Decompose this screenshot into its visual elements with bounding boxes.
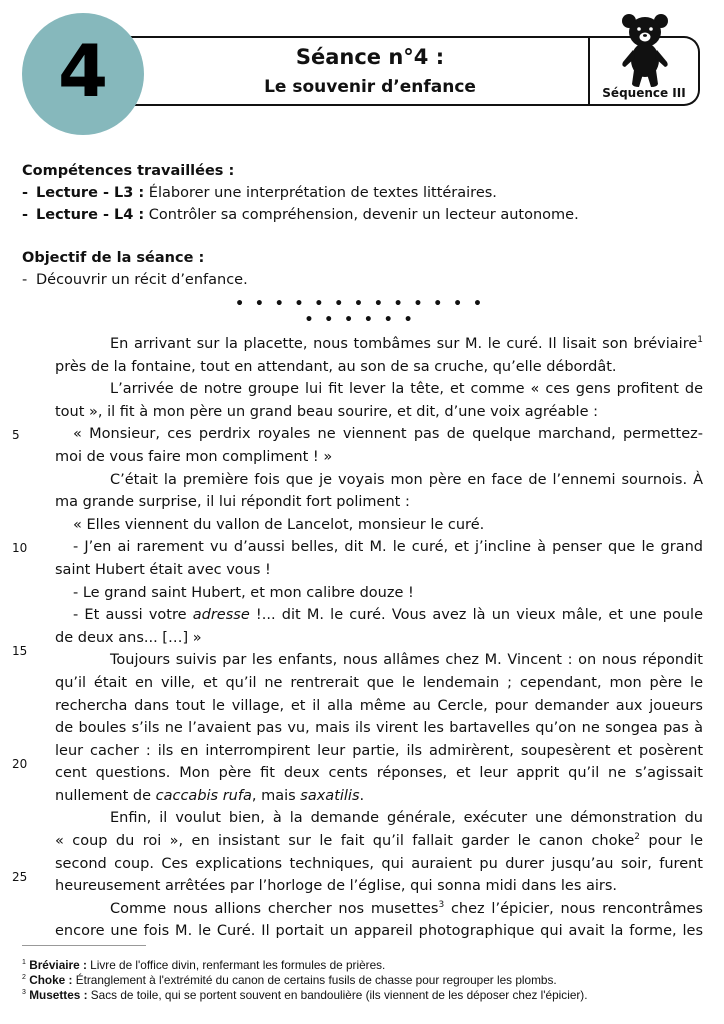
- page-title: Séance n°4 :: [295, 45, 445, 69]
- text-line: saint Hubert était avec vous !: [55, 561, 271, 578]
- text-line: cent questions. Mon père fit deux cents réponses, et leur apprit qu’il ne s’agissait: [55, 765, 703, 782]
- teddy-bear-icon: [619, 12, 671, 88]
- page-subtitle: Le souvenir d’enfance: [264, 77, 476, 97]
- session-number: 4: [57, 29, 109, 113]
- line-number: 25: [12, 870, 28, 884]
- text-line: second coup. Ces explications techniques, qui auraient pu durer jusqu’au soir, furent: [55, 855, 703, 872]
- competence-text: Contrôler sa compréhension, devenir un lecteur autonome.: [144, 207, 579, 223]
- text-line: Toujours suivis par les enfants, nous allâmes chez M. Vincent : on nous répondit: [110, 652, 703, 669]
- text-line: - J’en ai rarement vu d’aussi belles, dit M. le curé, et j’incline à penser que le grand: [73, 539, 703, 556]
- footnote-rule: [22, 945, 146, 946]
- text-line: encore une fois M. le Curé. Il portait un appareil photographique qui avait la forme, les: [55, 923, 703, 940]
- text-line: moi de vous faire mon compliment ! »: [55, 448, 333, 465]
- line-number: 5: [12, 428, 20, 442]
- line-number: 15: [12, 644, 28, 658]
- text-line: rechercha dans tout le village, et il alla même au Cercle, pour demander aux joueurs: [55, 697, 703, 714]
- footnote: $^3$ Musettes : Sacs de toile, qui se portent souvent en bandoulière (ils viennent de les déposer chez l'épicier).: [22, 988, 588, 1002]
- text-line: qu’il était en ville, et qu’il ne rentrerait que le lendemain ; cependant, mon père le: [55, 674, 703, 691]
- footnote: $^1$ Bréviaire : Livre de l'office divin, renfermant les formules de prières.: [22, 958, 386, 972]
- text-line: leur cacher : ils en interrompirent leur partie, ils admirèrent, soupesèrent et posèrent: [55, 742, 703, 759]
- objectif-section: [22, 247, 248, 291]
- text-line: C’était la première fois que je voyais mon père en face de l’ennemi sournois. À: [110, 471, 703, 488]
- separator-dots: • • • • • • • • • • • • • • • • • • •: [235, 296, 485, 328]
- text-line: tout », il fit à mon père un grand beau sourire, et dit, d’une voix agréable :: [55, 403, 598, 420]
- text-line: ma grande surprise, il lui répondit fort poliment :: [55, 494, 410, 511]
- competences-heading: Compétences travaillées :: [22, 163, 235, 179]
- text-line: « Elles viennent du vallon de Lancelot, monsieur le curé.: [73, 516, 485, 533]
- text-line: heureusement arrêtées par l’horloge de l’église, qui sonna midi dans les airs.: [55, 878, 618, 895]
- line-number: 20: [12, 757, 28, 771]
- sequence-label: Séquence III: [602, 86, 686, 100]
- competence-item: - Lecture - L3 : Élaborer une interprétation de textes littéraires.: [22, 185, 497, 201]
- session-number-badge: [22, 13, 144, 135]
- competence-label: Lecture - L4 :: [36, 207, 145, 223]
- footnote-ref: 2: [634, 832, 641, 843]
- text-line: de boules s’ils ne l’avaient pas vu, mais ils virent les bartavelles qu’on ne songea pas à: [55, 720, 703, 737]
- objectif-heading: Objectif de la séance :: [22, 250, 205, 266]
- line-number: 10: [12, 541, 28, 555]
- footnotes: [22, 958, 588, 1003]
- text-line: près de la fontaine, tout en attendant, au son de sa cruche, qu’elle débordât.: [55, 358, 617, 375]
- text-line: « coup du roi », en insistant sur le fait qu’il fallait garder le canon choke$^2$ pour le: [55, 832, 703, 850]
- text-line: - Le grand saint Hubert, et mon calibre douze !: [73, 584, 414, 601]
- text-line: En arrivant sur la placette, nous tombâmes sur M. le curé. Il lisait son bréviaire$^1$: [110, 335, 703, 352]
- text-line: nullement de caccabis rufa, mais saxatilis.: [55, 787, 365, 804]
- text-line: Comme nous allions chercher nos musettes$^3$ chez l’épicier, nous rencontrâmes: [110, 900, 703, 917]
- footnote-ref: 1: [697, 335, 703, 346]
- competence-text: Élaborer une interprétation de textes littéraires.: [144, 185, 497, 201]
- competence-label: Lecture - L3 :: [36, 185, 145, 201]
- competences-section: [22, 160, 579, 226]
- competence-item: - Lecture - L4 : Contrôler sa compréhension, devenir un lecteur autonome.: [22, 207, 579, 223]
- text-line: de deux ans... […] »: [55, 629, 202, 646]
- text-line: L’arrivée de notre groupe lui fit lever la tête, et comme « ces gens profitent de: [110, 381, 703, 398]
- text-line: - Et aussi votre adresse !... dit M. le curé. Vous avez là un vieux mâle, et une poule: [73, 607, 703, 624]
- footnote: $^2$ Choke : Étranglement à l'extrémité du canon de certains fusils de chasse pour regrouper les plombs.: [22, 973, 557, 987]
- story-text: [55, 333, 703, 943]
- text-line: « Monsieur, ces perdrix royales ne viennent pas de quelque marchand, permettez-: [73, 426, 703, 443]
- footnote-ref: 3: [438, 900, 445, 911]
- objectif-text: Découvrir un récit d’enfance.: [36, 272, 248, 288]
- objectif-item: - Découvrir un récit d’enfance.: [22, 272, 248, 288]
- text-line: Enfin, il voulut bien, à la demande générale, exécuter une démonstration du: [110, 810, 703, 827]
